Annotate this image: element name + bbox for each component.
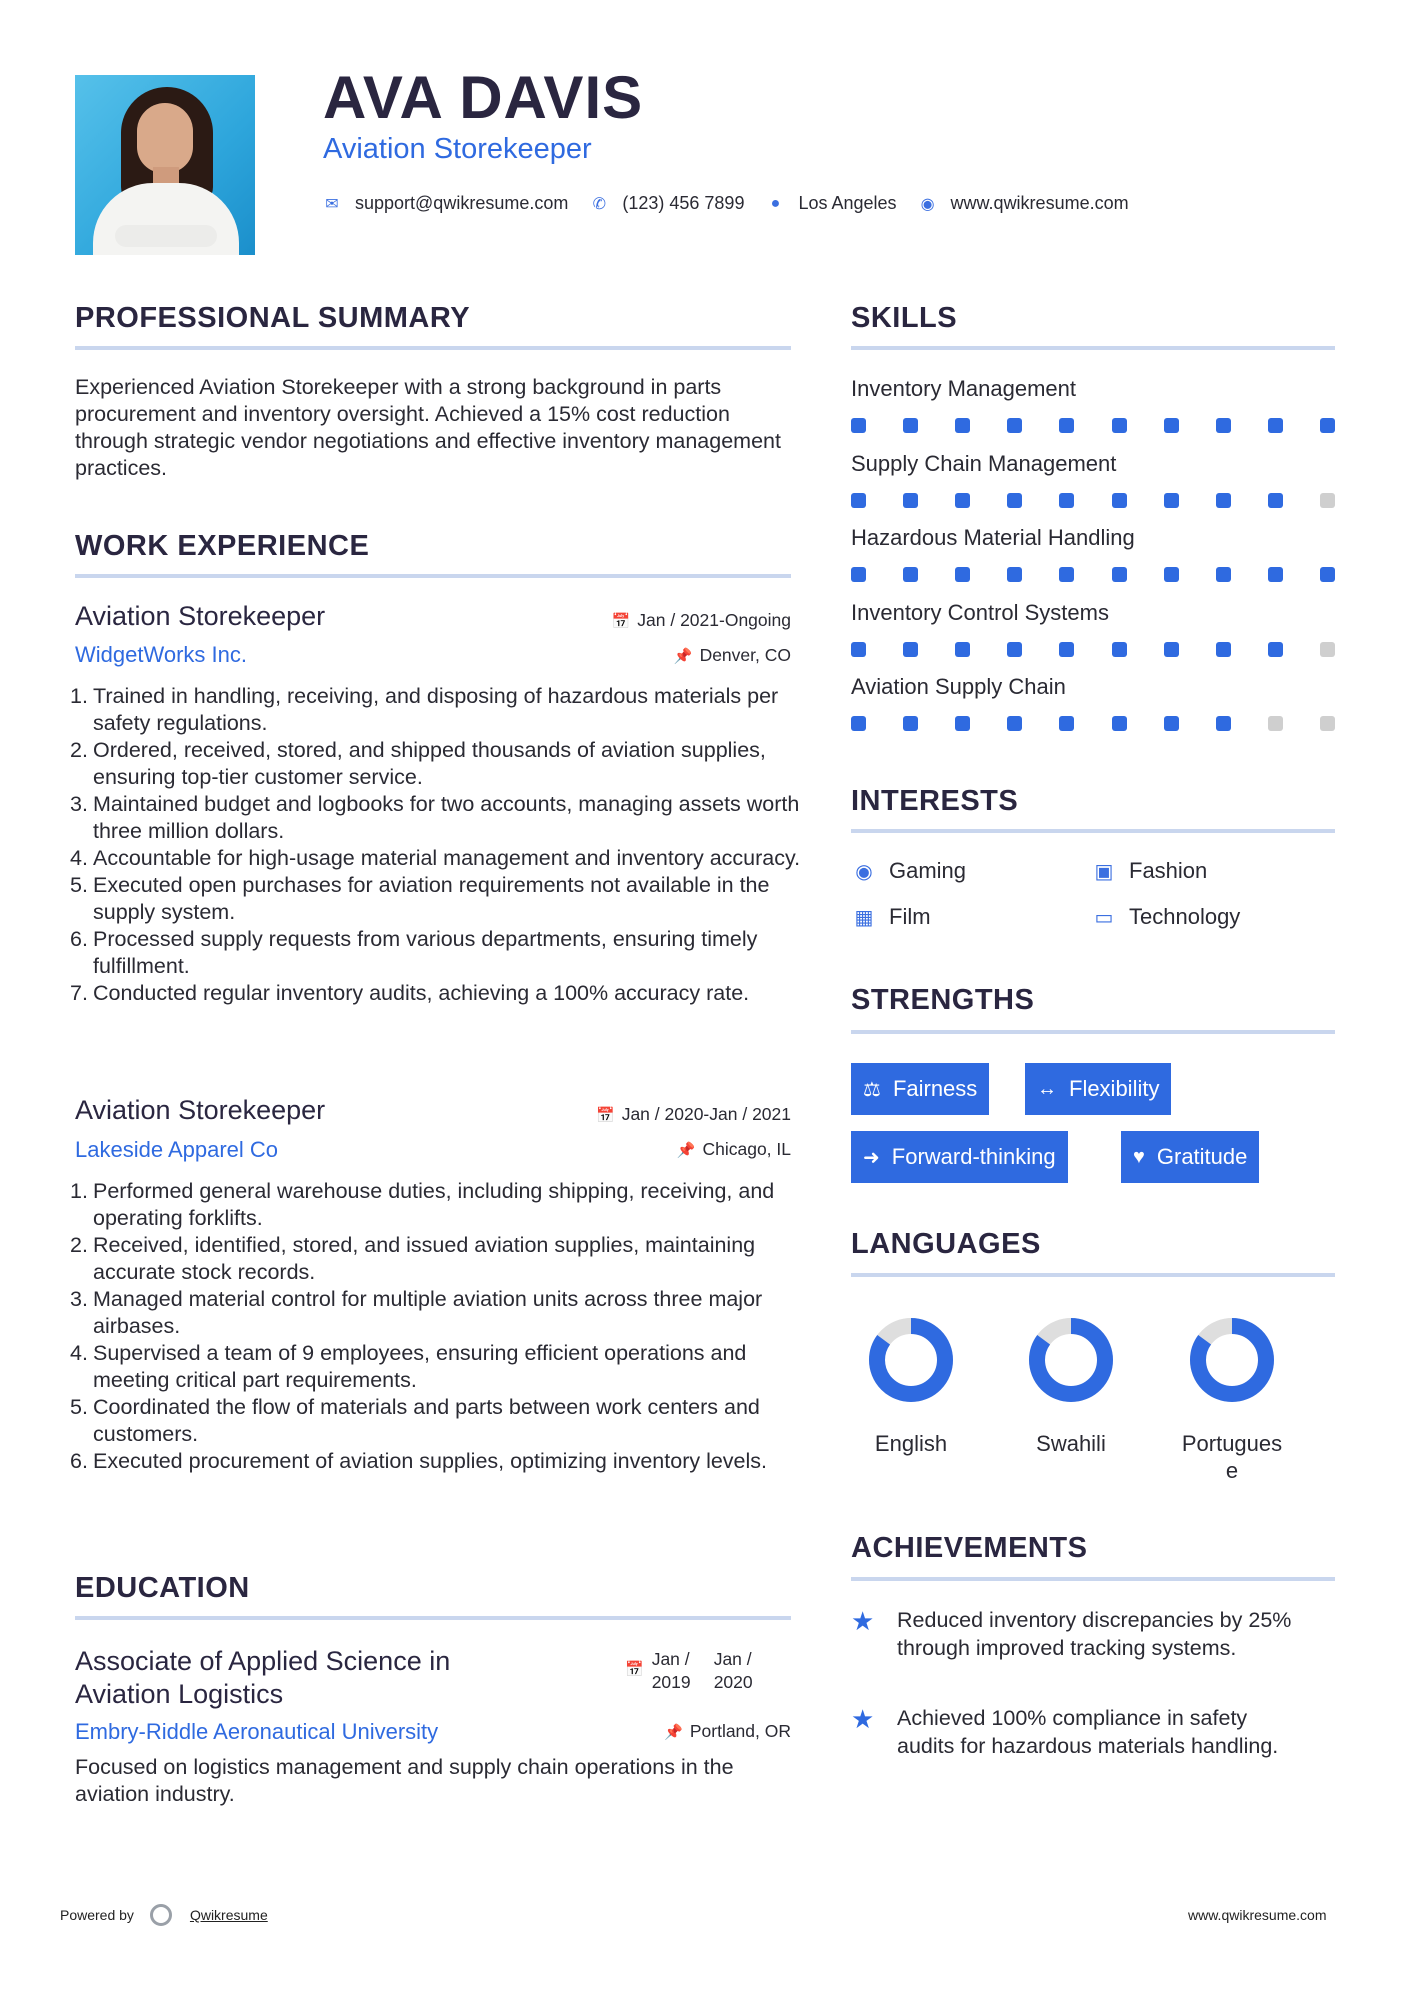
list-item xyxy=(70,1232,813,1286)
rating-dot xyxy=(955,716,970,731)
rating-dot xyxy=(851,716,866,731)
list-text: Conducted regular inventory audits, achieving a 100% accuracy rate. xyxy=(93,981,750,1005)
list-number: 6. xyxy=(70,1449,88,1473)
list-number: 1. xyxy=(70,1179,88,1203)
strength-label: Fairness xyxy=(892,1076,978,1101)
list-item xyxy=(70,791,813,845)
shopping-bag-icon: ▣ xyxy=(1094,860,1114,883)
list-item xyxy=(70,980,813,1007)
list-item xyxy=(70,1340,813,1394)
rating-dot xyxy=(1268,567,1283,582)
job-dates-text: Jan / 2020-Jan / 2021 xyxy=(621,1104,791,1124)
skill-label: Inventory Control Systems xyxy=(851,599,1109,625)
rating-dot xyxy=(1320,716,1335,731)
list-number: 5. xyxy=(70,1395,88,1419)
language-item xyxy=(851,1310,971,1457)
rating-dot xyxy=(1164,567,1179,582)
heart-icon: ♥ xyxy=(1133,1145,1145,1168)
rating-dot xyxy=(1164,716,1179,731)
rating-dot xyxy=(1216,567,1231,582)
rating-dot xyxy=(1059,716,1074,731)
arrow-right-icon: ➜ xyxy=(863,1146,880,1169)
job-location xyxy=(560,647,791,665)
language-donut xyxy=(1182,1310,1282,1410)
job-location-text: Chicago, IL xyxy=(702,1139,791,1159)
rating-dot xyxy=(1007,493,1022,508)
strengths-heading: STRENGTHS xyxy=(851,984,1035,1016)
skill-rating xyxy=(851,418,1335,433)
map-pin-icon: ● xyxy=(770,194,781,212)
rating-dot xyxy=(1059,493,1074,508)
education-text: Focused on logistics management and supply chain operations in the aviation industry. xyxy=(75,1755,734,1806)
rating-dot xyxy=(851,418,866,433)
interest-film xyxy=(851,904,931,930)
strength-label: Gratitude xyxy=(1156,1144,1248,1169)
achievement-item xyxy=(851,1606,1307,1662)
rating-dot xyxy=(1268,418,1283,433)
rating-dot xyxy=(1320,642,1335,657)
laptop-icon: ▭ xyxy=(1094,906,1114,929)
interest-label: Gaming xyxy=(889,858,967,883)
rating-dot xyxy=(1112,493,1127,508)
interest-label: Fashion xyxy=(1129,858,1208,883)
list-item xyxy=(70,1448,813,1475)
interest-fashion xyxy=(1091,858,1207,884)
footer-powered xyxy=(60,1904,268,1926)
balance-scale-icon: ⚖ xyxy=(863,1078,881,1101)
summary-rule xyxy=(75,346,791,350)
education-end: Jan / 2020 xyxy=(713,1649,753,1692)
skill-item xyxy=(851,599,1335,677)
experience-heading: WORK EXPERIENCE xyxy=(75,530,370,562)
job-dates xyxy=(560,612,791,630)
job-company: WidgetWorks Inc. xyxy=(75,642,247,667)
language-label: Swahili xyxy=(1036,1431,1106,1456)
rating-dot xyxy=(1216,642,1231,657)
language-donut xyxy=(861,1310,961,1410)
rating-dot xyxy=(903,567,918,582)
list-text: Received, identified, stored, and issued aviation supplies, maintaining accurate stock records. xyxy=(93,1233,756,1284)
language-label: Portugues e xyxy=(1181,1431,1283,1483)
list-item xyxy=(70,1394,813,1448)
list-item xyxy=(70,683,813,737)
rating-dot xyxy=(1268,642,1283,657)
education-location xyxy=(560,1723,791,1741)
list-number: 2. xyxy=(70,1233,88,1257)
skill-label: Inventory Management xyxy=(851,376,1077,401)
interest-technology xyxy=(1091,904,1240,930)
language-donut xyxy=(1021,1310,1121,1410)
rating-dot xyxy=(1112,642,1127,657)
rating-dot xyxy=(851,642,866,657)
candidate-role: Aviation Storekeeper xyxy=(323,133,592,165)
summary-heading: PROFESSIONAL SUMMARY xyxy=(75,302,471,334)
experience-rule xyxy=(75,574,791,578)
achievement-item xyxy=(851,1704,1307,1760)
rating-dot xyxy=(1007,716,1022,731)
rating-dot xyxy=(1216,418,1231,433)
strength-label: Forward-thinking xyxy=(891,1144,1056,1169)
list-number: 5. xyxy=(70,873,88,897)
rating-dot xyxy=(955,567,970,582)
pushpin-icon: 📌 xyxy=(673,648,693,665)
gamepad-icon: ◉ xyxy=(855,860,873,883)
contact-location: Los Angeles xyxy=(798,193,897,213)
candidate-name: AVA DAVIS xyxy=(323,64,644,131)
rating-dot xyxy=(1320,493,1335,508)
achievement-text: Reduced inventory discrepancies by 25% through improved tracking systems. xyxy=(897,1608,1292,1660)
skill-rating xyxy=(851,642,1335,657)
skill-rating xyxy=(851,716,1335,731)
brand-link[interactable]: Qwikresume xyxy=(189,1907,268,1923)
rating-dot xyxy=(903,493,918,508)
rating-dot xyxy=(1268,716,1283,731)
rating-dot xyxy=(903,716,918,731)
rating-dot xyxy=(1059,567,1074,582)
calendar-icon: 📅 xyxy=(611,613,631,630)
strength-tag xyxy=(851,1063,989,1115)
skill-label: Aviation Supply Chain xyxy=(851,674,1066,699)
job-dates-text: Jan / 2021-Ongoing xyxy=(637,610,791,630)
achievements-rule xyxy=(851,1577,1335,1581)
list-number: 2. xyxy=(70,738,88,762)
calendar-icon: 📅 xyxy=(625,1661,644,1678)
skill-item xyxy=(851,676,1335,751)
profile-photo xyxy=(75,75,255,255)
rating-dot xyxy=(1007,418,1022,433)
rating-dot xyxy=(851,567,866,582)
achievements-heading: ACHIEVEMENTS xyxy=(851,1532,1088,1564)
list-item xyxy=(70,926,813,980)
job-company: Lakeside Apparel Co xyxy=(75,1137,279,1162)
list-item xyxy=(70,1178,813,1232)
rating-dot xyxy=(1059,418,1074,433)
globe-icon: ◉ xyxy=(920,195,935,213)
list-number: 4. xyxy=(70,846,88,870)
language-item xyxy=(1172,1310,1292,1484)
rating-dot xyxy=(1164,493,1179,508)
list-item xyxy=(70,737,813,791)
contact-bar xyxy=(323,193,1151,214)
skills-heading: SKILLS xyxy=(851,302,958,334)
rating-dot xyxy=(903,642,918,657)
interest-label: Technology xyxy=(1129,904,1241,929)
list-number: 3. xyxy=(70,1287,88,1311)
list-number: 4. xyxy=(70,1341,88,1365)
rating-dot xyxy=(1320,567,1335,582)
interests-rule xyxy=(851,829,1335,833)
job-location xyxy=(560,1141,791,1159)
list-text: Maintained budget and logbooks for two accounts, managing assets worth three million dollars. xyxy=(93,792,800,843)
job-dates xyxy=(540,1106,791,1124)
qwikresume-logo-icon xyxy=(150,1904,172,1926)
list-text: Trained in handling, receiving, and disposing of hazardous materials per safety regulations. xyxy=(93,684,779,735)
star-icon: ★ xyxy=(851,1606,875,1636)
list-text: Ordered, received, stored, and shipped thousands of aviation supplies, ensuring top-tier customer service. xyxy=(93,738,766,789)
language-item xyxy=(1011,1310,1131,1457)
strength-label: Flexibility xyxy=(1069,1076,1160,1101)
footer-website[interactable]: www.qwikresume.com xyxy=(1188,1907,1327,1923)
rating-dot xyxy=(1164,642,1179,657)
skill-item xyxy=(851,450,1335,528)
education-dates xyxy=(625,1648,795,1694)
education-location-text: Portland, OR xyxy=(689,1721,791,1741)
strength-tag xyxy=(1025,1063,1171,1115)
strength-tag xyxy=(851,1131,1068,1183)
rating-dot xyxy=(903,418,918,433)
phone-icon: ✆ xyxy=(592,195,607,213)
rating-dot xyxy=(1007,567,1022,582)
rating-dot xyxy=(1164,418,1179,433)
achievement-text: Achieved 100% compliance in safety audits for hazardous materials handling. xyxy=(897,1706,1279,1758)
list-text: Accountable for high-usage material management and inventory accuracy. xyxy=(93,846,801,870)
list-number: 7. xyxy=(70,981,88,1005)
list-number: 6. xyxy=(70,927,88,951)
education-rule xyxy=(75,1616,791,1620)
skill-item xyxy=(851,527,1335,602)
job-location-text: Denver, CO xyxy=(699,645,791,665)
job-bullets xyxy=(70,683,813,1007)
skill-label: Supply Chain Management xyxy=(851,450,1117,476)
list-item xyxy=(70,1286,813,1340)
skill-rating xyxy=(851,493,1335,508)
pushpin-icon: 📌 xyxy=(664,1724,683,1741)
list-text: Managed material control for multiple aviation units across three major airbases. xyxy=(93,1287,763,1338)
rating-dot xyxy=(1268,493,1283,508)
skills-rule xyxy=(851,346,1335,350)
rating-dot xyxy=(1112,418,1127,433)
rating-dot xyxy=(1112,716,1127,731)
contact-phone[interactable]: (123) 456 7899 xyxy=(622,193,745,213)
rating-dot xyxy=(1216,716,1231,731)
strengths-rule xyxy=(851,1030,1335,1034)
interests-heading: INTERESTS xyxy=(851,785,1019,817)
rating-dot xyxy=(1007,642,1022,657)
list-text: Executed open purchases for aviation requirements not available in the supply system. xyxy=(93,873,770,924)
skill-label: Hazardous Material Handling xyxy=(851,525,1135,550)
job-title: Aviation Storekeeper xyxy=(75,1095,326,1125)
pushpin-icon: 📌 xyxy=(676,1142,696,1159)
rating-dot xyxy=(1216,493,1231,508)
powered-by-label: Powered by xyxy=(60,1907,134,1923)
list-text: Coordinated the flow of materials and parts between work centers and customers. xyxy=(93,1395,760,1446)
education-start: Jan / 2019 xyxy=(651,1649,691,1692)
contact-email[interactable]: support@qwikresume.com xyxy=(355,193,569,213)
rating-dot xyxy=(955,642,970,657)
rating-dot xyxy=(955,418,970,433)
education-school: Embry-Riddle Aeronautical University xyxy=(75,1719,439,1744)
list-item xyxy=(70,845,813,872)
list-number: 3. xyxy=(70,792,88,816)
rating-dot xyxy=(1320,418,1335,433)
list-number: 1. xyxy=(70,684,88,708)
arrows-horizontal-icon: ↔ xyxy=(1037,1077,1057,1100)
job-bullets xyxy=(70,1178,813,1475)
rating-dot xyxy=(1059,642,1074,657)
job-title: Aviation Storekeeper xyxy=(75,601,326,631)
list-item xyxy=(70,872,813,926)
language-label: English xyxy=(874,1431,948,1456)
list-text: Performed general warehouse duties, including shipping, receiving, and operating forklifts. xyxy=(93,1179,775,1230)
strength-tag xyxy=(1121,1131,1259,1183)
languages-row xyxy=(851,1310,1335,1483)
rating-dot xyxy=(851,493,866,508)
rating-dot xyxy=(955,493,970,508)
languages-rule xyxy=(851,1273,1335,1277)
rating-dot xyxy=(1112,567,1127,582)
calendar-icon: 📅 xyxy=(596,1107,615,1124)
list-text: Processed supply requests from various departments, ensuring timely fulfillment. xyxy=(93,927,758,978)
interest-label: Film xyxy=(889,904,931,929)
education-heading: EDUCATION xyxy=(75,1572,250,1604)
skills-list xyxy=(851,378,1335,751)
list-text: Supervised a team of 9 employees, ensuring efficient operations and meeting critical part requirements. xyxy=(93,1341,747,1392)
languages-heading: LANGUAGES xyxy=(851,1228,1041,1260)
film-icon: ▦ xyxy=(854,906,874,929)
list-text: Executed procurement of aviation supplies, optimizing inventory levels. xyxy=(93,1449,768,1473)
summary-text: Experienced Aviation Storekeeper with a strong background in parts procurement and inventory oversight. Achieved a 15% cost reduction through strategic vendor negotiations and effective inventory management practices. xyxy=(75,375,781,480)
education-degree: Associate of Applied Science in Aviation Logistics xyxy=(75,1646,451,1709)
star-icon: ★ xyxy=(851,1704,875,1734)
interest-gaming xyxy=(851,858,966,884)
skill-item xyxy=(851,378,1335,453)
skill-rating xyxy=(851,567,1335,582)
envelope-icon: ✉ xyxy=(325,195,339,213)
contact-website[interactable]: www.qwikresume.com xyxy=(950,193,1129,213)
